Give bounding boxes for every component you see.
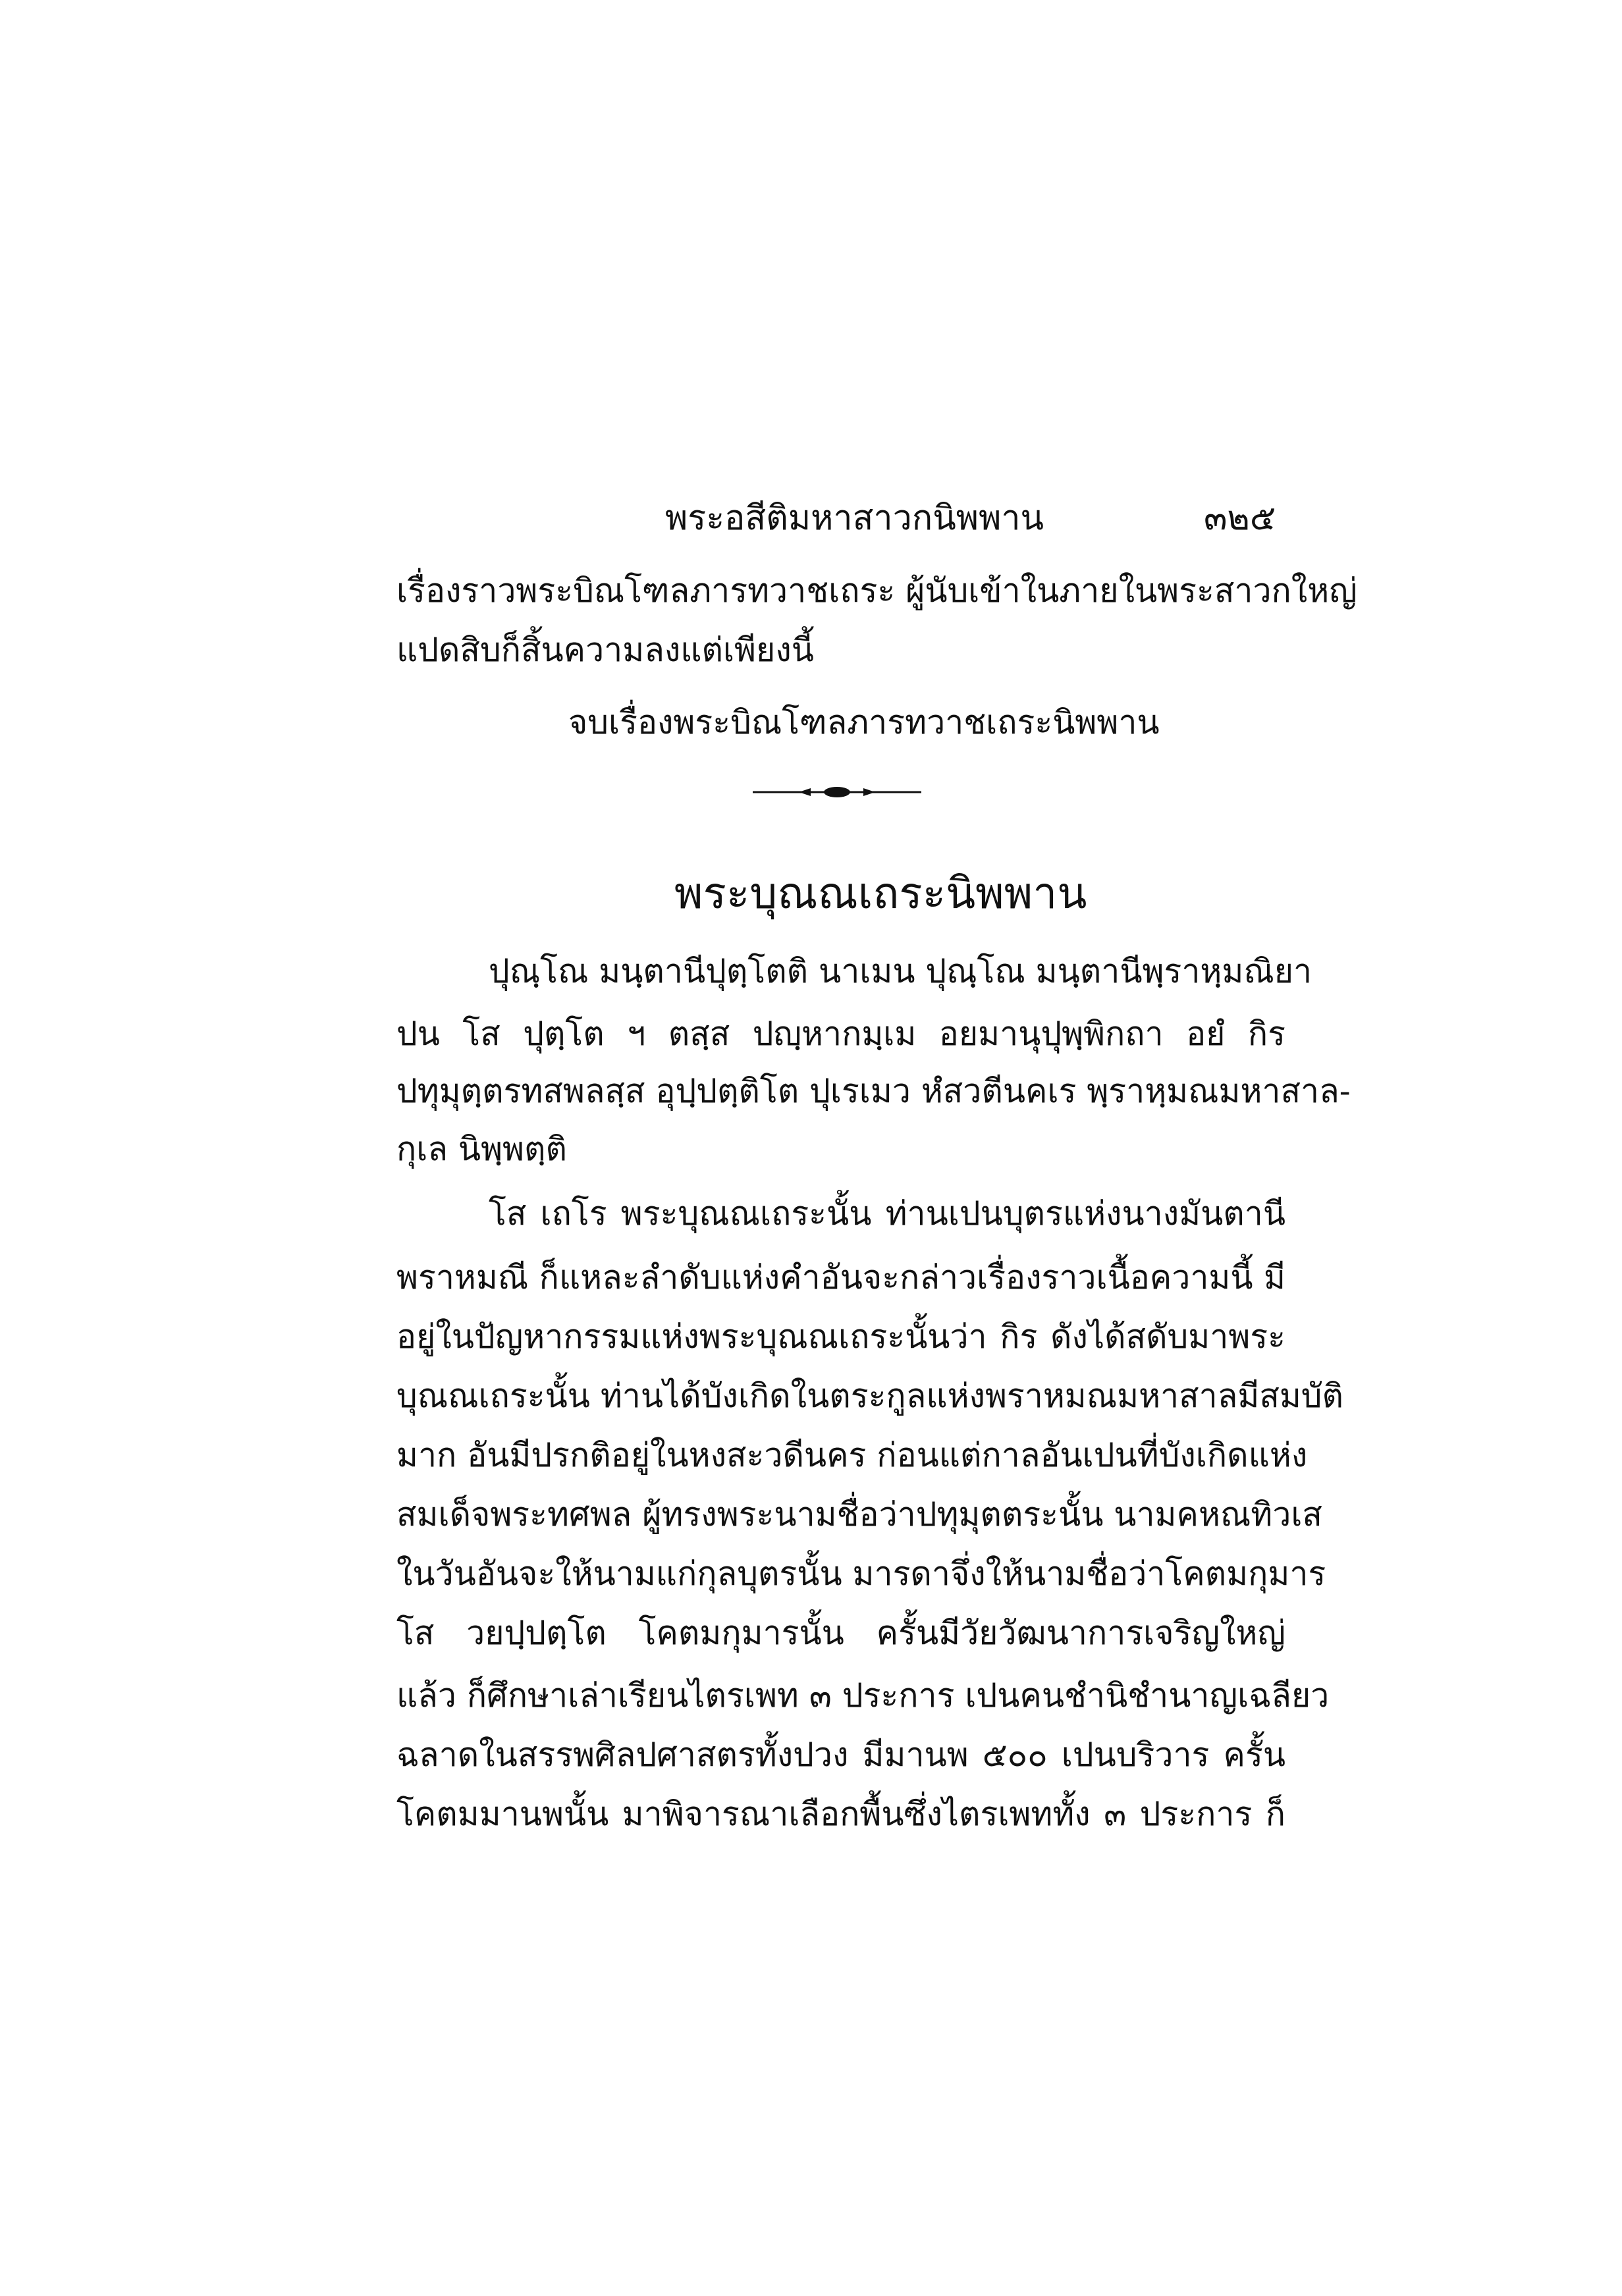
body-line-4: บุณณเถระนั้น ท่านได้บังเกิดในตระกูลแห่งพราหมณมหาสาลมีสมบัติ [396,1377,1344,1415]
section-divider-ornament [753,782,921,802]
end-of-story-line: จบเรื่องพระบิณโฑลภารทวาชเถระนิพพาน [568,703,1160,741]
pali-line-3: ปทุมุตฺตรทสพลสฺส อุปฺปตฺติโต ปุเรเมว หํสวตีนคเร พฺราหฺมณมหาสาล- [396,1072,1351,1110]
body-line-1: โส เถโร พระบุณณเถระนั้น ท่านเปนบุตรแห่งนางมันตานี [489,1194,1285,1233]
intro-line-2: แปดสิบก็สิ้นความลงแต่เพียงนี้ [396,631,814,669]
pali-line-4: กุเล นิพฺพตฺติ [396,1130,567,1168]
running-head-title: พระอสีติมหาสาวกนิพพาน [665,498,1044,538]
body-line-9: แล้ว ก็ศึกษาเล่าเรียนไตรเพท ๓ ประการ เปนคนชำนิชำนาญเฉลียว [396,1676,1330,1715]
body-line-6: สมเด็จพระทศพล ผู้ทรงพระนามชื่อว่าปทุมุตตระนั้น นามคหณทิวเส [396,1495,1322,1534]
pali-line-2: ปน โส ปุตฺโต ฯ ตสฺส ปญฺหากมฺเม อยมานุปุพฺพิกถา อยํ กิร [396,1015,1285,1053]
body-line-10: ฉลาดในสรรพศิลปศาสตรทั้งปวง มีมานพ ๕๐๐ เปนบริวาร ครั้น [396,1736,1285,1774]
body-line-11: โคตมมานพนั้น มาพิจารณาเลือกพื้นซึ่งไตรเพททั้ง ๓ ประการ ก็ [396,1795,1285,1833]
body-line-5: มาก อันมีปรกติอยู่ในหงสะวดีนคร ก่อนแต่กาลอันเปนที่บังเกิดแห่ง [396,1436,1308,1474]
body-line-3: อยู่ในปัญหากรรมแห่งพระบุณณเถระนั้นว่า กิร ดังได้สดับมาพระ [396,1318,1285,1356]
intro-line-1: เรื่องราวพระบิณโฑลภารทวาชเถระ ผู้นับเข้าในภายในพระสาวกใหญ่ [396,572,1357,610]
section-title: พระบุณณเถระนิพพาน [674,868,1087,919]
body-line-7: ในวันอันจะให้นามแก่กุลบุตรนั้น มารดาจึ่งให้นามชื่อว่าโคตมกุมาร [396,1555,1326,1593]
pali-line-1: ปุณฺโณ มนฺตานีปุตฺโตติ นาเมน ปุณฺโณ มนฺตานีพฺราหฺมณิยา [489,952,1312,990]
body-line-2: พราหมณี ก็แหละลำดับแห่งคำอันจะกล่าวเรื่องราวเนื้อความนี้ มี [396,1258,1285,1296]
page-number: ๓๒๕ [1204,498,1276,538]
body-line-8: โส วยปฺปตฺโต โคตมกุมารนั้น ครั้นมีวัยวัฒนาการเจริญใหญ่ [396,1614,1285,1652]
